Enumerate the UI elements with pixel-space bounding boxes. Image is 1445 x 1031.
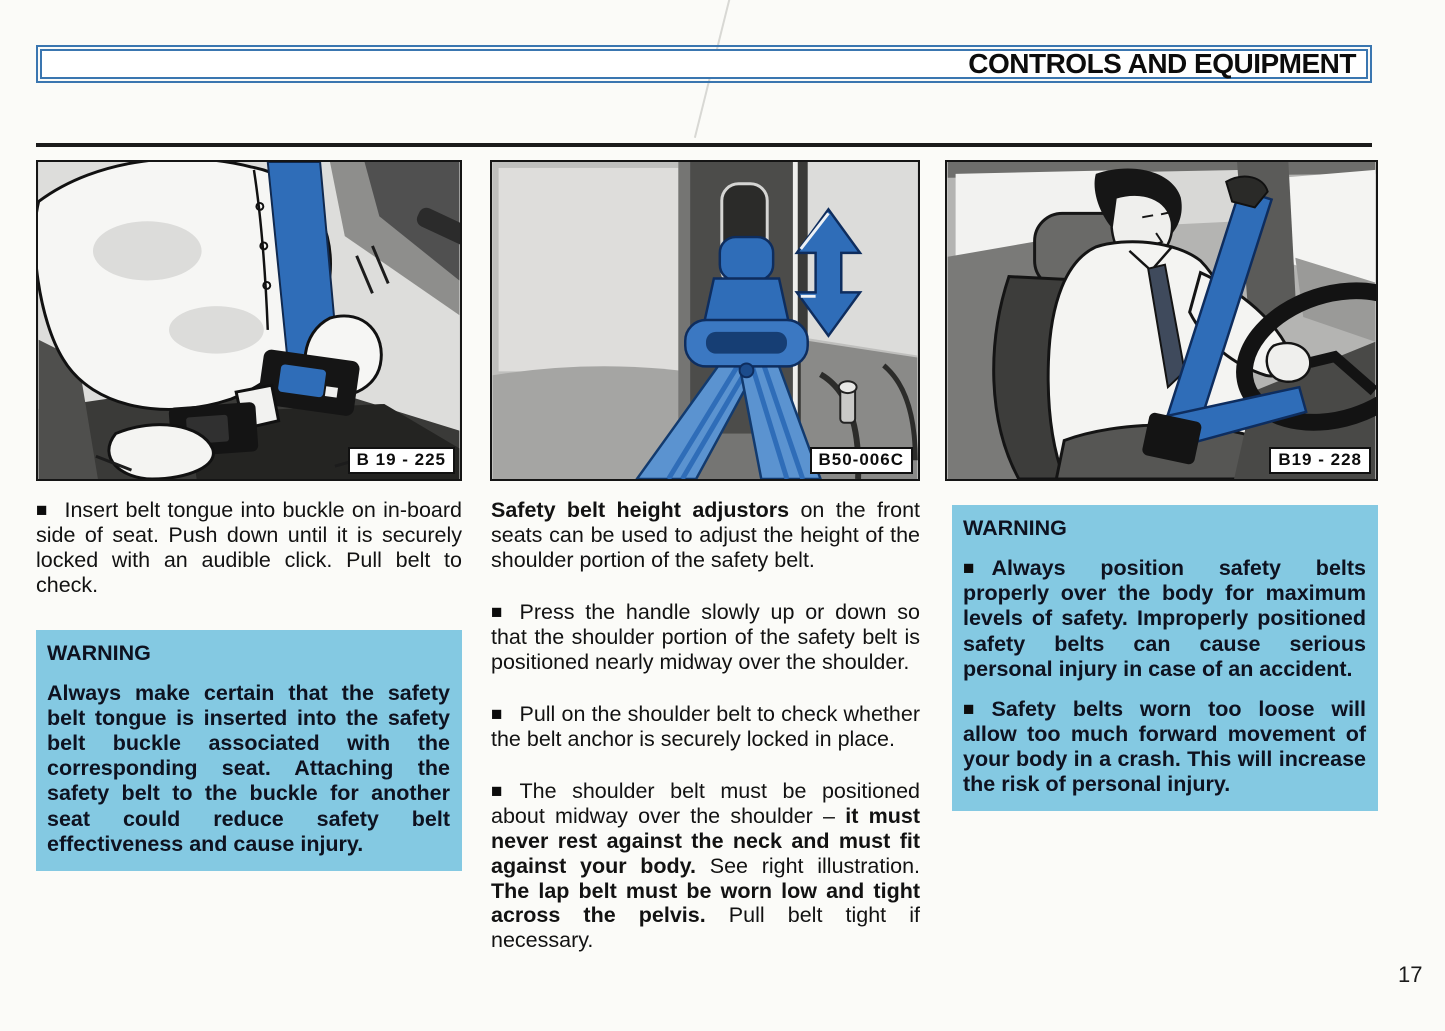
- bold-neck-warning: it must never rest against the neck and must fit against your body.: [491, 803, 920, 878]
- bullet-square: ■: [963, 698, 975, 720]
- figure-driver-wearing-belt: [945, 160, 1378, 481]
- warning-box-buckle: [36, 630, 462, 871]
- section-divider-rule: [36, 143, 1372, 147]
- figure-code-label: B 19 - 225: [348, 447, 455, 474]
- bullet-square: ■: [36, 500, 48, 521]
- column-height-adjuster-instructions: [491, 498, 920, 980]
- bullet-square: ■: [963, 558, 975, 579]
- paragraph-belt-position: ■ The shoulder belt must be positioned about midway over the shoulder – it must never rest against the neck and must fit against your body. See right illustration. The lap belt must be worn low and tight across the pelvis. Pull belt tight if necessary.: [491, 778, 921, 953]
- illustration-buckle-insertion: [38, 162, 460, 479]
- warning-box-positioning: [952, 505, 1378, 811]
- page-number: 17: [1398, 962, 1423, 987]
- figure-code-label: B19 - 228: [1269, 447, 1371, 474]
- bullet-square: ■: [491, 780, 503, 802]
- column-positioning-warning: [952, 498, 1378, 811]
- illustration-height-adjuster: [492, 162, 918, 479]
- illustration-driver-belted: [947, 162, 1376, 479]
- paragraph-press-handle: ■ Press the handle slowly up or down so that the shoulder portion of the safety belt is positioned nearly midway over the shoulder.: [491, 599, 920, 674]
- header-inner-frame: [40, 49, 1368, 79]
- figure-height-adjuster: [490, 160, 920, 481]
- header-banner: [36, 45, 1372, 83]
- bullet-square: ■: [491, 601, 503, 623]
- figure-code-label: B50-006C: [810, 447, 914, 474]
- bullet-square: ■: [491, 703, 503, 725]
- warning-item-loose-belts: ■ Safety belts worn too loose will allow too much forward movement of your body in a crash. This will increase the risk of personal injury.: [963, 696, 1366, 797]
- column-buckling-instructions: [36, 498, 462, 871]
- bold-lead: Safety belt height adjustors: [491, 498, 790, 522]
- paragraph-adjustors-intro: Safety belt height adjustors on the front seats can be used to adjust the height of the shoulder portion of the safety belt.: [491, 498, 920, 572]
- figure-insert-belt-tongue: [36, 160, 462, 481]
- page-title: CONTROLS AND EQUIPMENT: [968, 48, 1356, 79]
- warning-body: Always make certain that the safety belt tongue is inserted into the safety belt buckle associated with the corresponding seat. Attaching the safety belt to the buckle for another seat could reduce safety belt effectiveness and cause injury.: [47, 680, 450, 856]
- paragraph-pull-shoulder-belt: ■ Pull on the shoulder belt to check whether the belt anchor is securely locked in place.: [491, 701, 920, 751]
- bold-lap-belt: The lap belt must be worn low and tight across the pelvis.: [491, 878, 920, 928]
- warning-heading: WARNING: [47, 640, 151, 665]
- warning-heading: WARNING: [963, 516, 1067, 540]
- paragraph-insert-belt: ■ Insert belt tongue into buckle on in-board side of seat. Push down until it is securely locked with an audible click. Pull belt to check.: [36, 498, 462, 597]
- warning-item-position: ■ Always position safety belts properly over the body for maximum levels of safety. Improperly positioned safety belts can cause serious personal injury in case of an accident.: [963, 556, 1366, 681]
